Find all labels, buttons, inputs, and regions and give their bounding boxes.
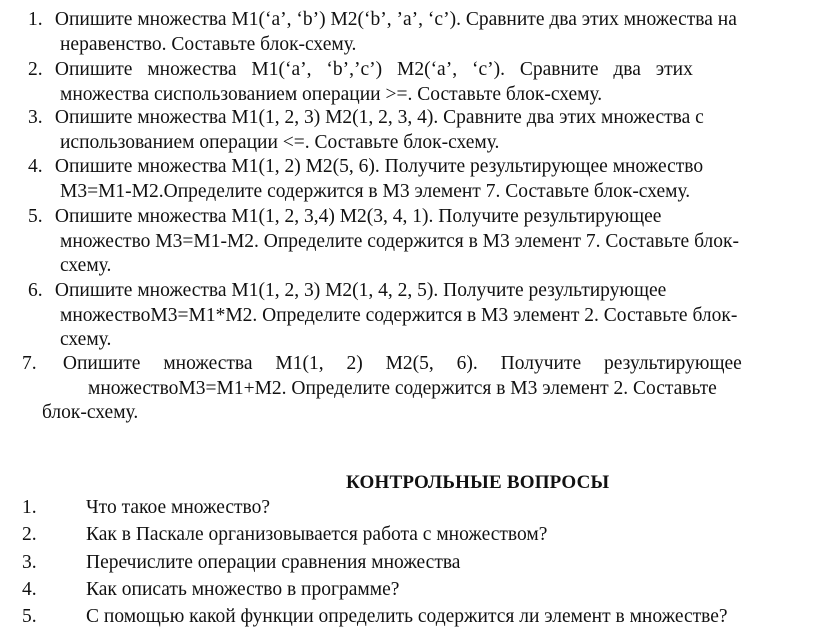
question-number: 5. xyxy=(22,606,37,627)
question-number: 1. xyxy=(22,497,37,518)
task-item-1 xyxy=(28,8,798,57)
task-line: множествоМ3=М1*М2. Определите содержится в М3 элемент 2. Составьте блок- xyxy=(60,304,738,326)
question-number: 3. xyxy=(22,552,37,573)
task-number: 1. xyxy=(28,9,43,30)
task-line: Опишите множества М1(‘а’, ‘b’,’c’) М2(‘a’, ‘c’). Сравните два этих xyxy=(54,59,693,80)
task-line: М3=М1-М2.Определите содержится в М3 элемент 7. Составьте блок-схему. xyxy=(60,180,691,202)
task-line: множествоМ3=М1+М2. Определите содержится в М3 элемент 2. Составьте xyxy=(88,377,717,399)
question-number: 2. xyxy=(22,524,37,545)
task-line: Опишите множества М1(1, 2, 3) М2(1, 4, 2, 5). Получите результирующее xyxy=(54,280,667,301)
control-questions-heading: КОНТРОЛЬНЫЕ ВОПРОСЫ xyxy=(346,472,610,493)
task-number: 3. xyxy=(28,107,43,128)
task-line: Опишите множества М1(1, 2, 3) М2(1, 2, 3, 4). Сравните два этих множества с xyxy=(54,107,704,128)
task-line: множество М3=М1-М2. Определите содержится в М3 элемент 7. Составьте блок- xyxy=(60,230,739,252)
task-line: Опишите множества М1(1, 2) М2(5, 6). Получите результирующее множество xyxy=(54,156,704,177)
question-number: 4. xyxy=(22,579,37,600)
task-line: Опишите множества М1(‘а’, ‘b’) М2(‘b’, ’a’, ‘c’). Сравните два этих множества на xyxy=(54,9,737,30)
task-number: 6. xyxy=(28,280,43,301)
task-number: 2. xyxy=(28,59,43,80)
task-item-6 xyxy=(28,279,798,353)
task-number: 7. xyxy=(22,353,37,374)
task-item-2 xyxy=(28,58,798,107)
task-number: 4. xyxy=(28,156,43,177)
task-line: блок-схему. xyxy=(42,402,139,423)
question-text: Перечислите операции сравнения множества xyxy=(86,552,461,573)
task-line: неравенство. Составьте блок-схему. xyxy=(60,33,357,55)
question-text: Как в Паскале организовывается работа с множеством? xyxy=(86,524,548,545)
task-line: множества сиспользованием операции >=. Составьте блок-схему. xyxy=(60,83,603,105)
task-line: Опишите множества М1(1, 2, 3,4) М2(3, 4, 1). Получите результирующее xyxy=(54,206,662,227)
task-line: схему. xyxy=(60,255,112,276)
task-item-5 xyxy=(28,205,798,279)
task-item-3 xyxy=(28,106,798,155)
question-text: С помощью какой функции определить содержится ли элемент в множестве? xyxy=(86,606,728,627)
task-line: Опишите множества М1(1, 2) М2(5, 6). Получите результирующее xyxy=(62,353,742,374)
question-text: Как описать множество в программе? xyxy=(86,579,400,600)
task-line: использованием операции <=. Составьте блок-схему. xyxy=(60,131,500,153)
task-item-4 xyxy=(28,155,798,204)
question-text: Что такое множество? xyxy=(86,497,271,518)
task-number: 5. xyxy=(28,206,43,227)
task-line: схему. xyxy=(60,329,112,350)
task-item-7 xyxy=(22,352,792,426)
